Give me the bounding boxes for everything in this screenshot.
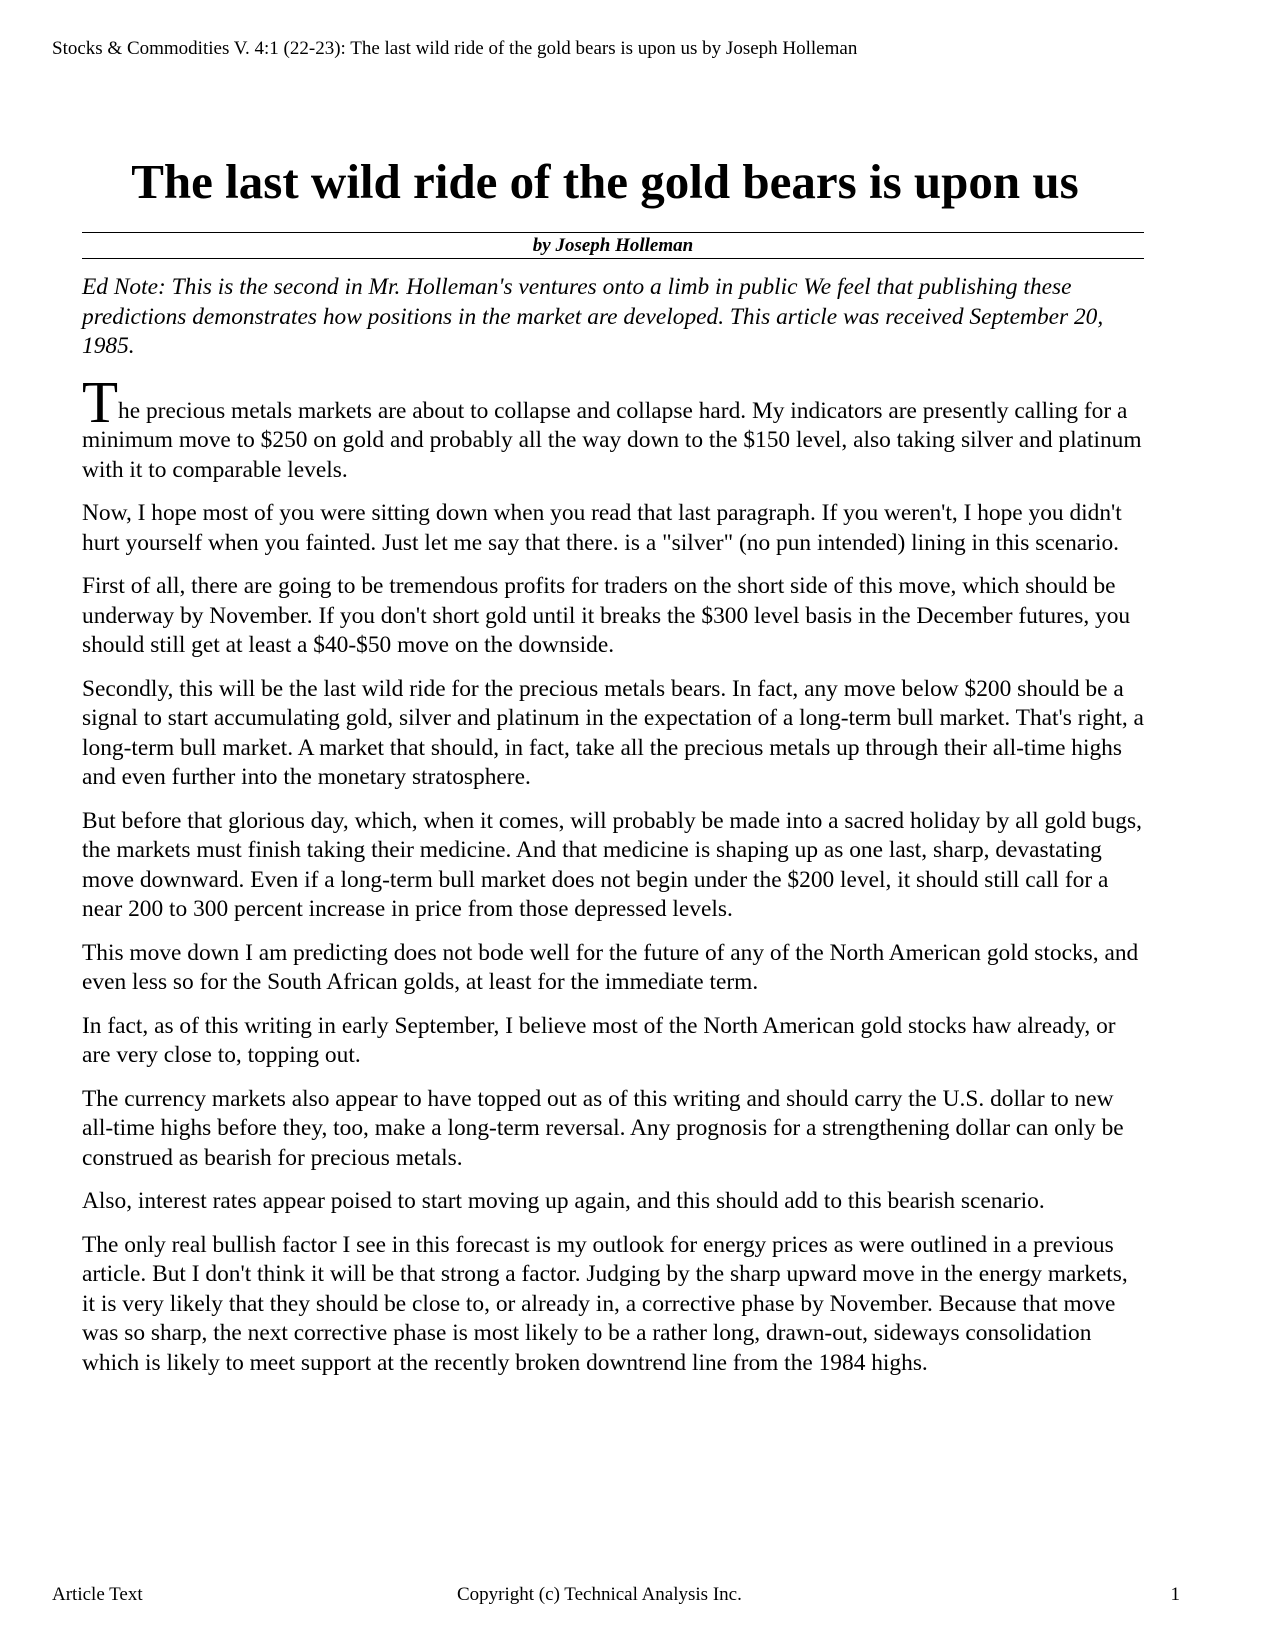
running-header: Stocks & Commodities V. 4:1 (22-23): The last wild ride of the gold bears is upon us by Joseph Holleman: [52, 38, 858, 59]
paragraph-10: The only real bullish factor I see in this forecast is my outlook for energy prices as were outlined in a previous article. But I don't think it will be that strong a factor. Judging by the sharp upward move in the energy markets, it is very likely that they should be close to, or already in, a corrective phase by November. Because that move was so sharp, the next corrective phase is most likely to be a rather long, drawn-out, sideways consolidation which is likely to meet support at the recently broken downtrend line from the 1984 highs.: [82, 1231, 1128, 1376]
paragraph-2: Now, I hope most of you were sitting down when you read that last paragraph. If you weren't, I hope you didn't hurt yourself when you fainted. Just let me say that there. is a "silver" (no pun intended) lining in this scenario.: [82, 500, 1122, 556]
footer-copyright: Copyright (c) Technical Analysis Inc.: [457, 1584, 742, 1605]
editor-note: Ed Note: This is the second in Mr. Holleman's ventures onto a limb in public We feel that publishing these predictions demonstrates how positions in the market are developed. This article was received September 20, 1985.: [82, 274, 1104, 359]
drop-cap: T: [82, 368, 119, 435]
paragraph-6: This move down I am predicting does not bode well for the future of any of the North American gold stocks, and even less so for the South African golds, at least for the immediate term.: [82, 939, 1139, 995]
article-body: [82, 368, 1144, 1379]
paragraph-7: In fact, as of this writing in early September, I believe most of the North American gold stocks haw already, or are very close to, topping out.: [82, 1012, 1116, 1068]
paragraph-1: [82, 368, 1144, 486]
paragraph-3: First of all, there are going to be tremendous profits for traders on the short side of this move, which should be underway by November. If you don't short gold until it breaks the $300 level basis in the December futures, you should still get at least a $40-$50 move on the downside.: [82, 573, 1131, 658]
paragraph-8: The currency markets also appear to have topped out as of this writing and should carry the U.S. dollar to new all-time highs before they, too, make a long-term reversal. Any prognosis for a strengthening dollar can only be construed as bearish for precious metals.: [82, 1085, 1124, 1171]
footer-section-label: Article Text: [52, 1584, 143, 1605]
byline: by Joseph Holleman: [82, 232, 1144, 259]
article-title: The last wild ride of the gold bears is upon us: [131, 154, 1079, 209]
page-number: 1: [1170, 1584, 1180, 1605]
paragraph-1-text: he precious metals markets are about to collapse and collapse hard. My indicators are presently calling for a minimum move to $250 on gold and probably all the way down to the $150 level, also taking silver and platinum with it to comparable levels.: [82, 397, 1142, 483]
paragraph-9: Also, interest rates appear poised to start moving up again, and this should add to this bearish scenario.: [82, 1188, 1045, 1214]
paragraph-4: Secondly, this will be the last wild ride for the precious metals bears. In fact, any move below $200 should be a signal to start accumulating gold, silver and platinum in the expectation of a long-term bull market. That's right, a long-term bull market. A market that should, in fact, take all the precious metals up through their all-time highs and even further into the monetary stratosphere.: [82, 675, 1144, 790]
article: [82, 148, 1144, 1378]
page-footer: [52, 1584, 1180, 1610]
paragraph-5: But before that glorious day, which, when it comes, will probably be made into a sacred holiday by all gold bugs, the markets must finish taking their medicine. And that medicine is shaping up as one last, sharp, devastating move downward. Even if a long-term bull market does not begin under the $200 level, it should still call for a near 200 to 300 percent increase in price from those depressed levels.: [82, 807, 1142, 922]
